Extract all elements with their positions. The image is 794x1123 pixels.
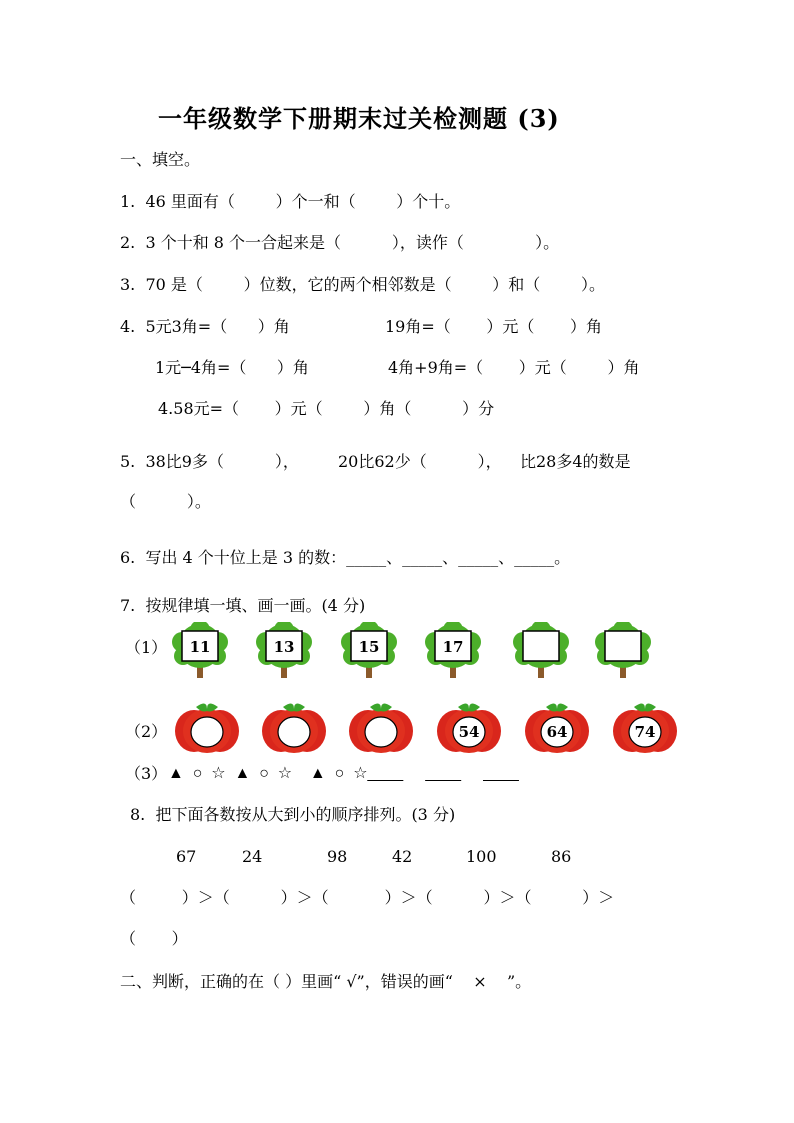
apple-number: 54 [458,723,480,741]
number-to-sort: 67 [176,847,197,866]
number-tree [169,622,231,680]
number-to-sort: 98 [327,847,348,866]
number-tree [253,622,315,680]
section-2-heading: 二、判断，正确的在（ ）里画“ √”，错误的画“ × ”。 [120,972,532,991]
apple-number: 64 [546,723,568,741]
question-1: 1. 46 里面有（ ）个一和（ ）个十。 [120,192,461,211]
number-to-sort: 86 [551,847,572,866]
question-4-line-2b: 4角+9角=（ ）元（ ）角 [388,358,640,377]
tree-number: 15 [358,638,380,656]
page-title: 一年级数学下册期末过关检测题 (3) [158,104,560,133]
number-tree [338,622,400,680]
number-apple [261,697,327,755]
question-4-line-1a: 4. 5元3角=（ ）角 [120,317,290,336]
question-7-row-3-label: （3） [125,764,168,783]
question-5-line-1c: 比28多4的数是 [520,452,631,471]
question-8-heading: 8. 把下面各数按从大到小的顺序排列。(3 分) [130,805,456,824]
number-apple [174,697,240,755]
question-3: 3. 70 是（ ）位数，它的两个相邻数是（ ）和（ ）。 [120,275,605,294]
number-apple [348,697,414,755]
question-4-line-1b: 19角=（ ）元（ ）角 [385,317,602,336]
number-apple [612,697,678,755]
question-8-answer-line-2: （ ） [120,929,188,948]
number-apple [436,697,502,755]
question-7-row-1-label: （1） [125,638,168,657]
tree-number: 11 [189,638,211,656]
number-tree [422,622,484,680]
question-6: 6. 写出 4 个十位上是 3 的数：_____、_____、_____、_____。 [120,548,571,567]
number-apple [524,697,590,755]
question-2: 2. 3 个十和 8 个一合起来是（ ），读作（ ）。 [120,233,560,252]
shape-sequence: ▲ ○ ☆ ▲ ○ ☆ ▲ ○ ☆____ ____ ____ [168,765,519,782]
number-to-sort: 100 [466,847,497,866]
tree-number: 13 [273,638,295,656]
question-5-line-1b: 20比62少（ ）， [338,452,502,471]
number-tree [592,622,654,680]
question-4-line-3: 4.58元=（ ）元（ ）角（ ）分 [158,399,495,418]
question-4-line-2a: 1元─4角=（ ）角 [155,358,309,377]
question-5-line-2: （ ）。 [120,492,211,511]
section-1-heading: 一、填空。 [120,150,201,169]
question-8-answer-line-1: （ ）＞（ ）＞（ ）＞（ ）＞（ ）＞ [120,888,615,907]
number-to-sort: 24 [242,847,263,866]
question-7-row-2-label: （2） [125,722,168,741]
question-7-heading: 7. 按规律填一填、画一画。(4 分) [120,596,366,615]
question-5-line-1a: 5. 38比9多（ ）， [120,452,299,471]
number-tree [510,622,572,680]
apple-number: 74 [634,723,656,741]
tree-number: 17 [442,638,464,656]
number-to-sort: 42 [392,847,413,866]
